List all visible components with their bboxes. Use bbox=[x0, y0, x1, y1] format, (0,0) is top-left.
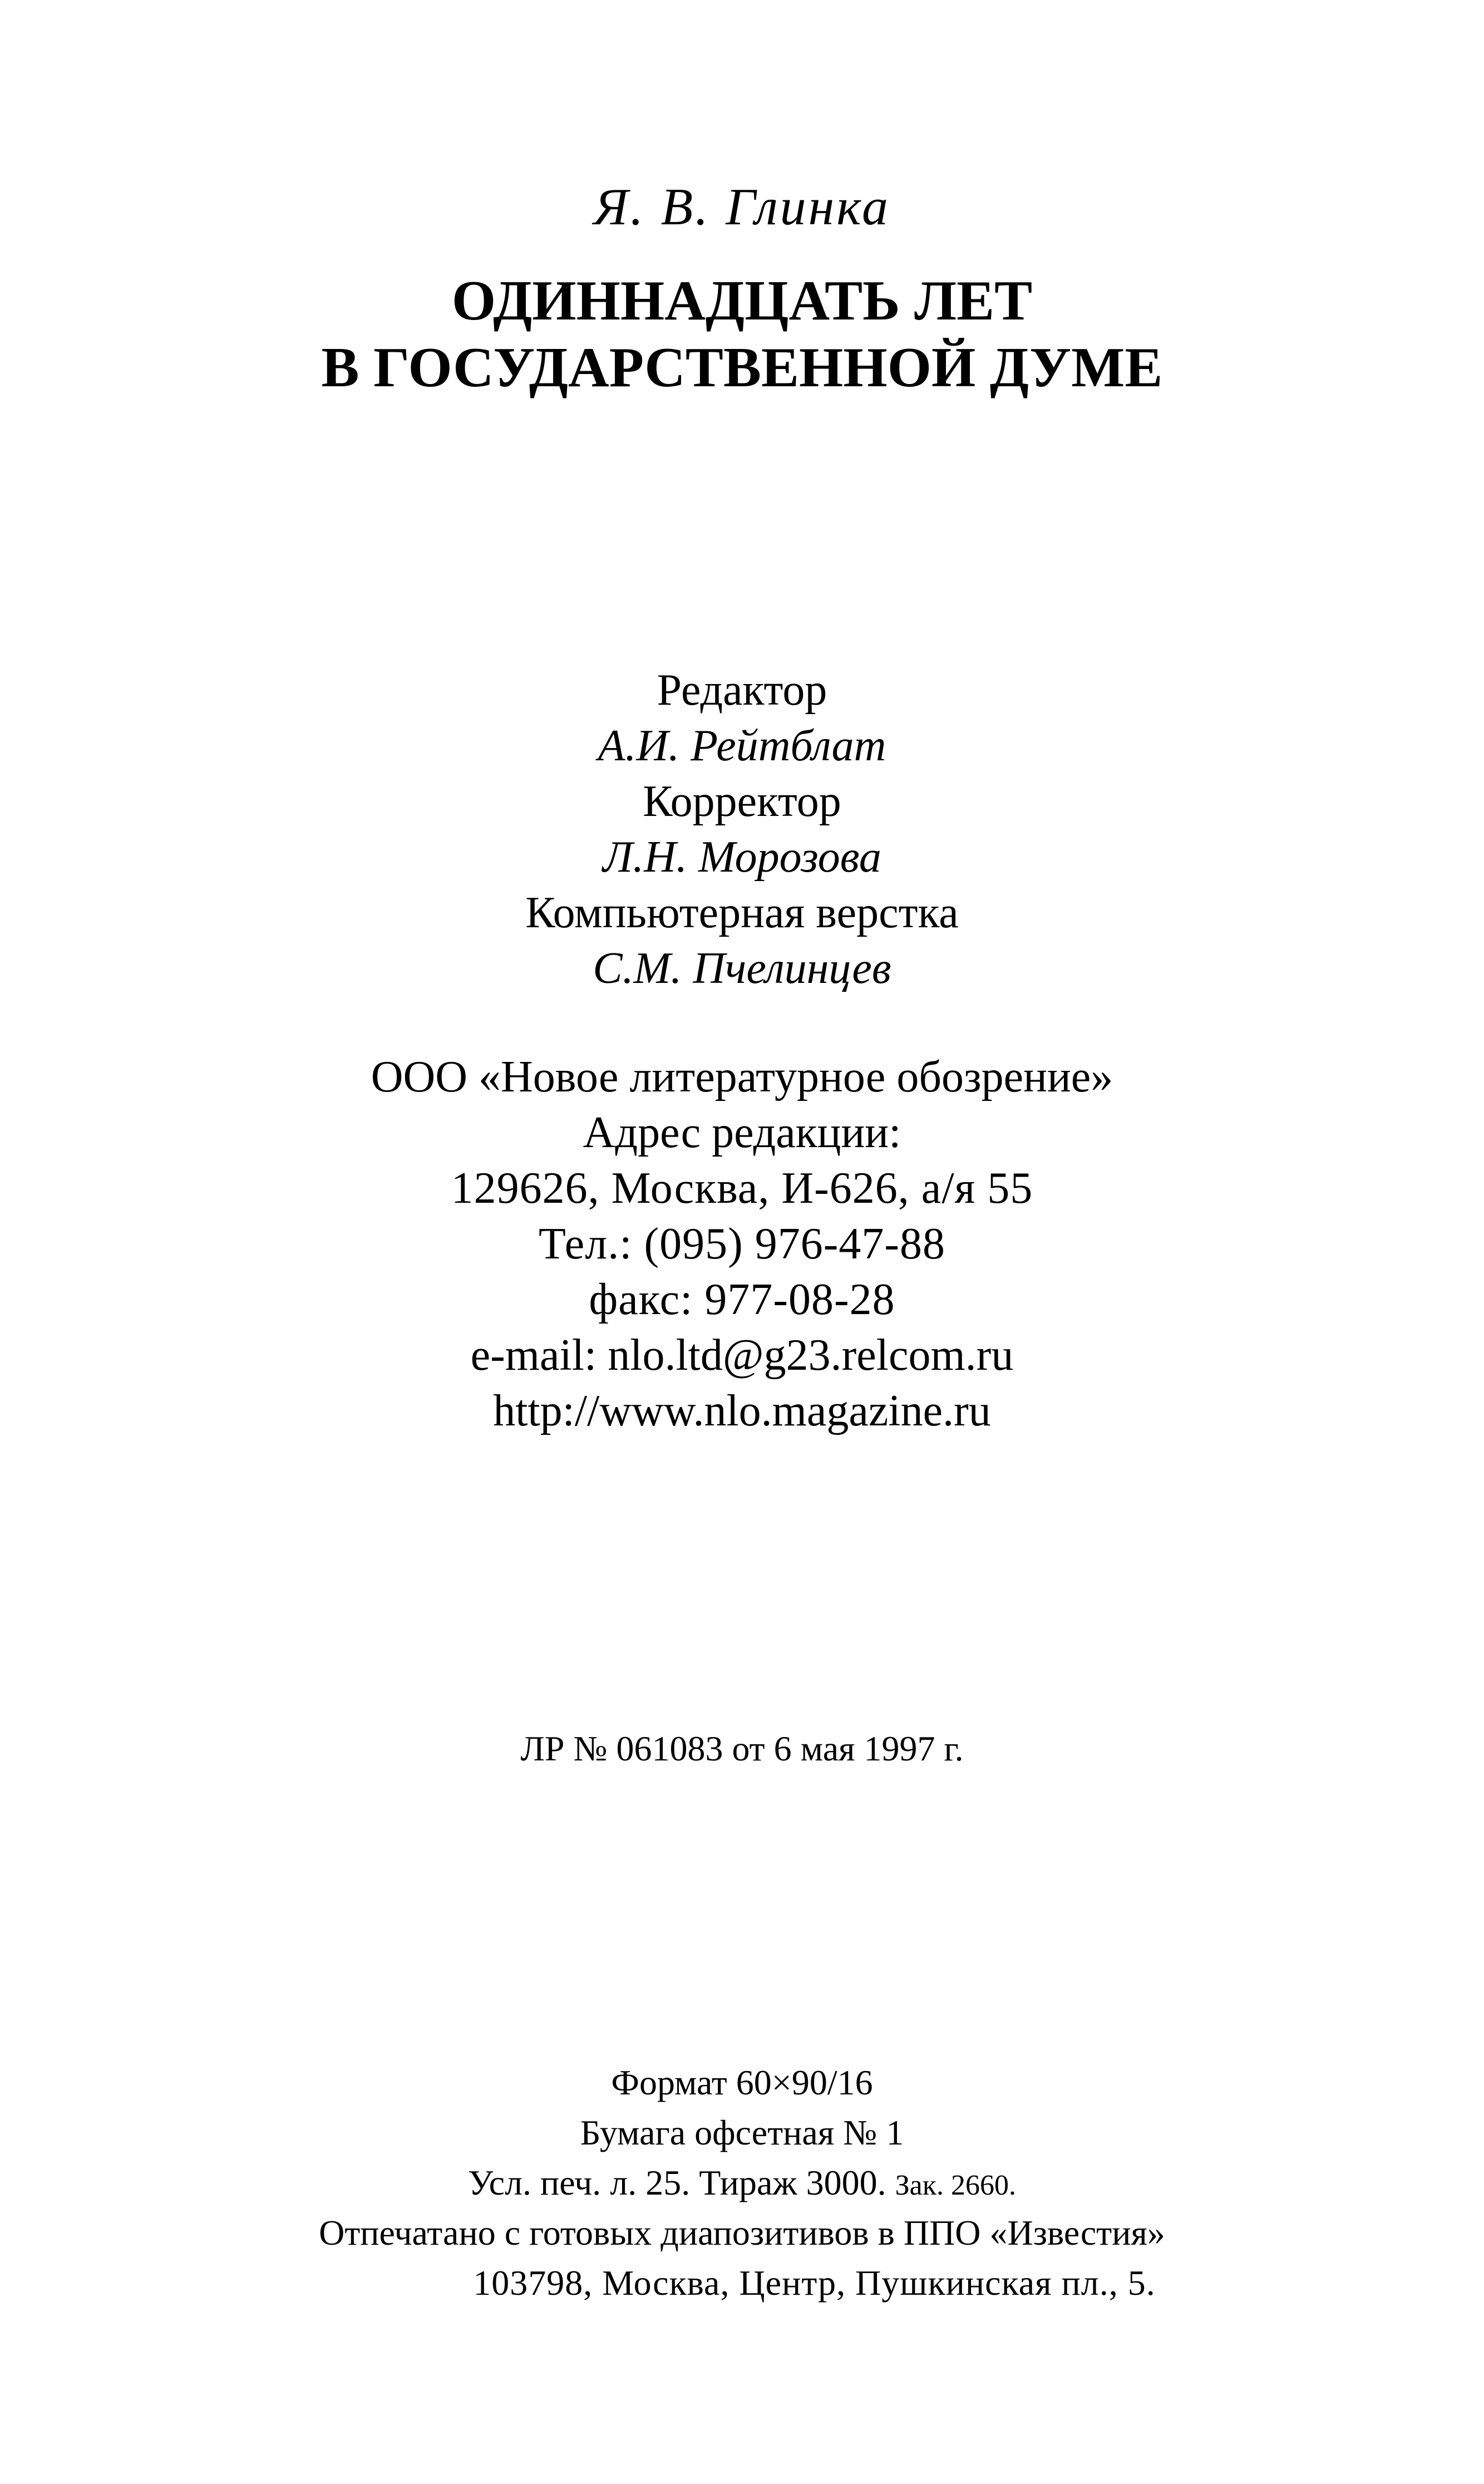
credit-role-proofreader: Корректор bbox=[643, 777, 841, 826]
publisher-address: 129626, Москва, И-626, а/я 55 bbox=[451, 1164, 1033, 1213]
credit-name-proofreader: Л.Н. Морозова bbox=[603, 833, 881, 882]
imprint-print-run: Усл. печ. л. 25. Тираж 3000. bbox=[468, 2163, 886, 2202]
publisher-email: e-mail: nlo.ltd@g23.relcom.ru bbox=[470, 1331, 1014, 1380]
credit-name-layout: С.М. Пчелинцев bbox=[593, 944, 891, 993]
imprint-format: Формат 60×90/16 bbox=[611, 2063, 873, 2102]
publisher-address-label: Адрес редакции: bbox=[583, 1108, 901, 1157]
imprint-printer: Отпечатано с готовых диапозитивов в ППО «Известия» bbox=[319, 2213, 1165, 2252]
imprint-print-info bbox=[0, 2165, 1484, 2201]
author-name: Я. В. Глинка bbox=[594, 178, 890, 236]
imprint-printer-address: 103798, Москва, Центр, Пушкинская пл., 5. bbox=[473, 2263, 1156, 2303]
credit-role-editor: Редактор bbox=[657, 666, 827, 715]
publisher-phone: Тел.: (095) 976-47-88 bbox=[538, 1219, 946, 1268]
book-title-line-2: В ГОСУДАРСТВЕННОЙ ДУМЕ bbox=[321, 336, 1163, 399]
imprint-paper: Бумага офсетная № 1 bbox=[580, 2113, 904, 2152]
book-title-line-1: ОДИННАДЦАТЬ ЛЕТ bbox=[451, 269, 1033, 332]
credit-role-layout: Компьютерная верстка bbox=[525, 888, 959, 937]
publisher-name: ООО «Новое литературное обозрение» bbox=[371, 1052, 1113, 1101]
publisher-url: http://www.nlo.magazine.ru bbox=[493, 1386, 991, 1435]
publisher-fax: факс: 977-08-28 bbox=[589, 1275, 895, 1324]
imprint-order-number: Зак. 2660. bbox=[895, 2170, 1016, 2201]
credit-name-editor: А.И. Рейтблат bbox=[598, 721, 886, 770]
license-number: ЛР № 061083 от 6 мая 1997 г. bbox=[520, 1729, 964, 1768]
